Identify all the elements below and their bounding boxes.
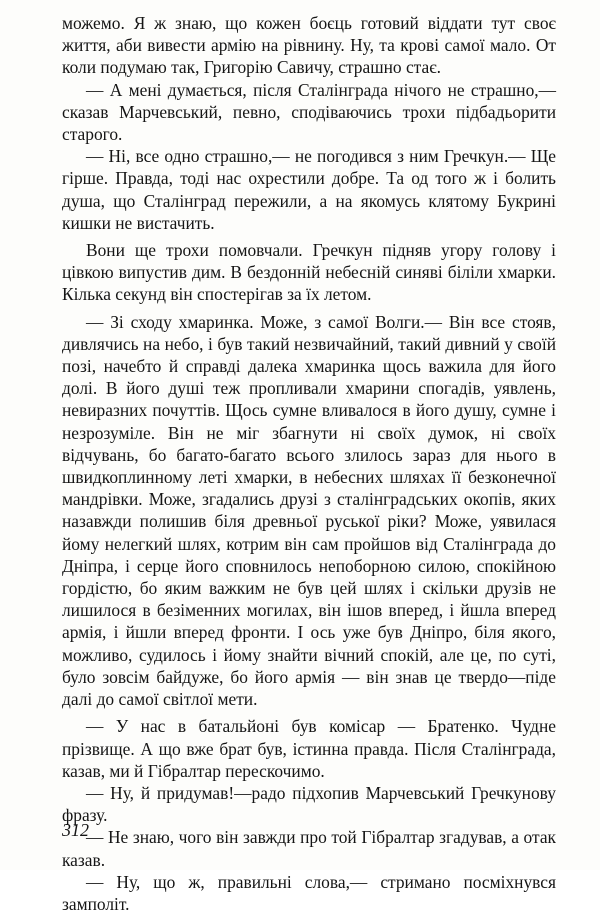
body-text	[62, 12, 556, 915]
paragraph-4: Вони ще трохи помовчали. Гречкун підняв угору голову і цівкою випустив дим. В бездонній небесній синяві біліли хмарки. Кілька секунд він спостерігав за їх летом.	[62, 240, 556, 305]
paragraph-9: — Ну, що ж, правильні слова,— стримано посміхнувся замполіт.	[62, 871, 556, 914]
paragraph-5: — Зі сходу хмаринка. Може, з самої Волги.— Він все стояв, дивлячись на небо, і був такий незвичайний, такий дивний у своїй позі, начебто й справді далека хмаринка щось важила для його долі. В його душі теж пропливали хмарини спогадів, уявлень, невиразних почуттів. Щось сумне вливалося в його душу, сумне і незрозуміле. Він не міг збагнути ні своїх думок, ні своїх відчувань, бо багато-багато всього злилось зараз для нього в швидкоплинному леті хмарки, в небесних шляхах її безконечної мандрівки. Може, згадались друзі з сталінградських окопів, яких назавжди полишив біля древньої руської ріки? Може, уявилася йому нелегкий шлях, котрим він сам пройшов від Сталінграда до Дніпра, і серце його сповнилось непоборною силою, спокійною гордістю, бо яким важким не був цей шлях і скільки друзів не лишилося в безіменних могилах, він ішов вперед, і йшла вперед армія, і йшли вперед фронти. І ось уже був Дніпро, біля якого, можливо, судилось і йому знайти вічний спокій, але це, по суті, було зовсім байдуже, бо його армія — він знав це твердо—піде далі до самої світлої мети.	[62, 311, 556, 710]
page-number: 312	[62, 820, 89, 840]
paragraph-7: — Ну, й придумав!—радо підхопив Марчевський Гречкунову фразу.	[62, 782, 556, 826]
paragraph-3: — Ні, все одно страшно,— не погодився з ним Гречкун.— Ще гірше. Правда, тоді нас охрестили добре. Та од того ж і болить душа, що Сталінград пережили, а на якомусь клятому Букрині кишки не вистачить.	[62, 146, 556, 233]
paragraph-8: — Не знаю, чого він завжди про той Гібралтар згадував, а отак казав.	[62, 827, 556, 870]
paragraph-1: можемо. Я ж знаю, що кожен боєць готовий віддати тут своє життя, аби вивести армію на рівнину. Ну, та крові самої мало. От коли подумаю так, Григорію Савичу, страшно стає.	[62, 13, 556, 78]
paragraph-6: — У нас в батальйоні був комісар — Братенко. Чудне прізвище. А що вже брат був, істинна правда. Після Сталінграда, казав, ми й Гібралтар перескочимо.	[62, 716, 556, 781]
paragraph-2: — А мені думається, після Сталінграда нічого не страшно,— сказав Марчевський, певно, сподіваючись трохи підбадьорити старого.	[62, 79, 556, 145]
